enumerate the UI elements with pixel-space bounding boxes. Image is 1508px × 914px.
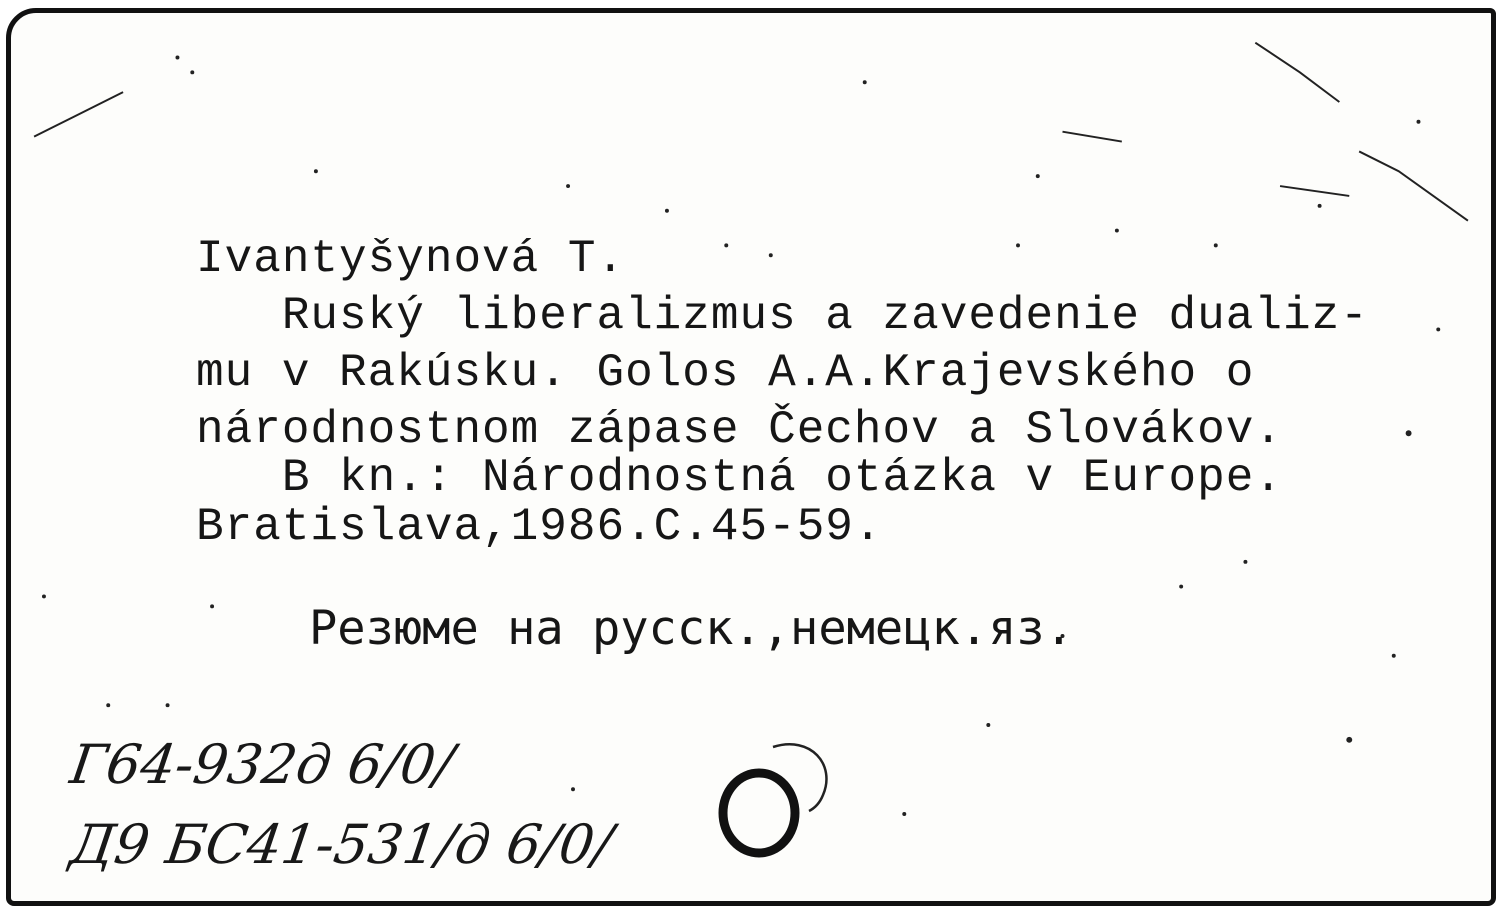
- shelf-mark-2: Д9 БС41-531/д 6/0/: [66, 813, 617, 876]
- title-line-2: mu v Rakúsku. Golos A.A.Krajevského o: [196, 347, 1255, 399]
- author-line: Ivantyšynová T.: [196, 233, 626, 285]
- shelf-mark-1: Г64-932д 6/0/: [66, 733, 458, 796]
- title-line-3: národnostnom zápase Čechov a Slovákov.: [196, 404, 1283, 456]
- imprint-line: Bratislava,1986.C.45-59.: [196, 501, 883, 553]
- catalog-card: [6, 8, 1496, 906]
- title-line-1: Ruský liberalizmus a zavedenie dualiz-: [196, 290, 1369, 342]
- source-line: B kn.: Národnostná otázka v Europe.: [196, 452, 1283, 504]
- punched-hole-mark: [691, 725, 851, 875]
- resume-note: Резюме на русск.,немецк.яз.: [309, 601, 1074, 656]
